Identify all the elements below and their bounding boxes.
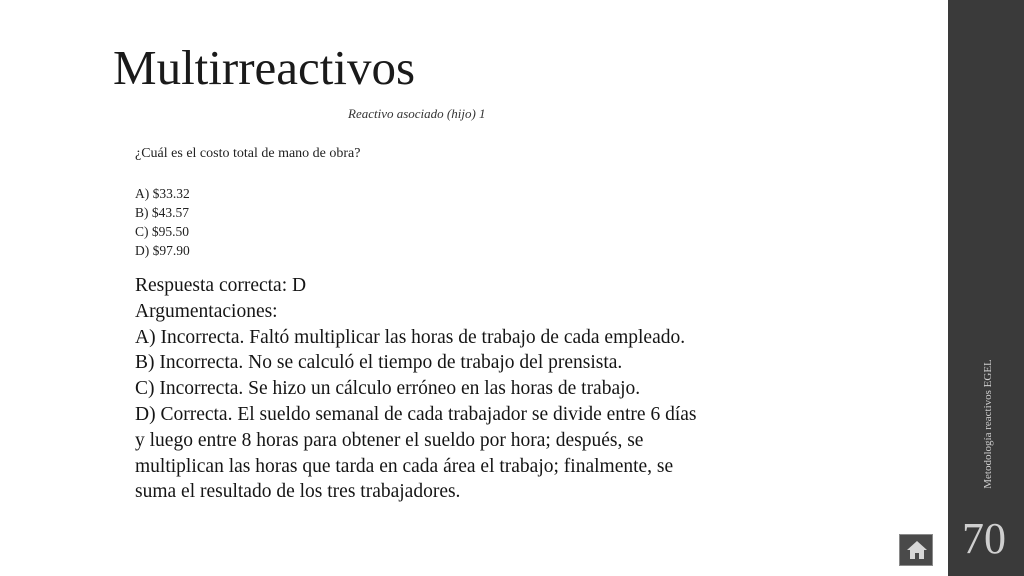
footer-text: Metodología reactivos EGEL: [982, 359, 994, 489]
question-caption: Reactivo asociado (hijo) 1: [348, 106, 486, 121]
argument-a: A) Incorrecta. Faltó multiplicar las horas de trabajo de cada empleado.: [135, 326, 686, 348]
option-d: D) $97.90: [135, 243, 190, 258]
option-c: C) $95.50: [135, 224, 189, 239]
argument-c: C) Incorrecta. Se hizo un cálculo erróneo en las horas de trabajo.: [135, 378, 641, 400]
argument-d-line-3: multiplican las horas que tarda en cada área el trabajo; finalmente, se: [135, 455, 674, 477]
home-icon: [906, 540, 928, 560]
option-b: B) $43.57: [135, 205, 189, 220]
right-sidebar: [948, 0, 1024, 576]
argumentation-heading: Argumentaciones:: [135, 300, 278, 322]
argument-d-line-2: y luego entre 8 horas para obtener el sueldo por hora; después, se: [135, 429, 644, 451]
answer-explanation: [135, 273, 870, 505]
question-text: ¿Cuál es el costo total de mano de obra?: [135, 146, 361, 161]
option-a: A) $33.32: [135, 186, 190, 201]
slide-title: Multirreactivos: [113, 40, 416, 95]
answer-options: [135, 184, 190, 260]
correct-answer-line: Respuesta correcta: D: [135, 275, 307, 296]
home-button[interactable]: [899, 534, 933, 566]
page-number: 70: [962, 514, 1006, 563]
argument-d-line-4: suma el resultado de los tres trabajadores.: [135, 481, 461, 503]
argument-b: B) Incorrecta. No se calculó el tiempo de trabajo del prensista.: [135, 352, 623, 374]
argument-d-line-1: D) Correcta. El sueldo semanal de cada trabajador se divide entre 6 días: [135, 403, 697, 425]
